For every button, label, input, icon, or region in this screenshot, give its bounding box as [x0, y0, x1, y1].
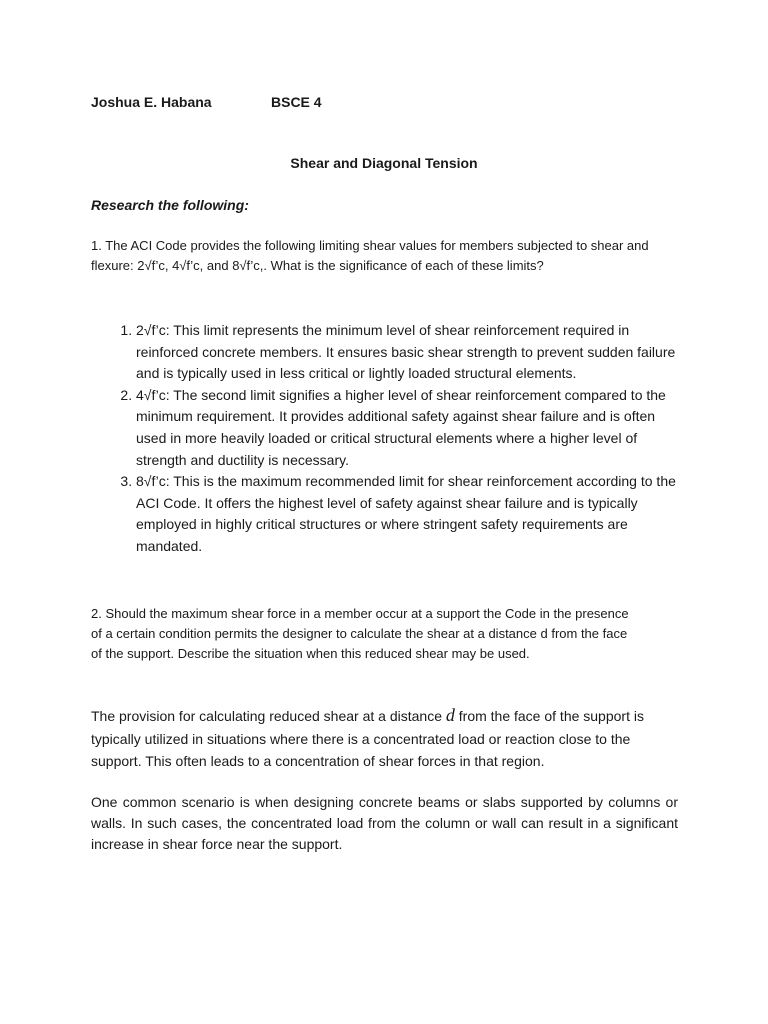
answer-2-paragraph-1	[91, 704, 678, 773]
list-item: 1. 2√f’c: This limit represents the minimum level of shear reinforcement required in reinforced concrete members. It ensures basic shear strength to prevent sudden failure and is typically used in less critical or lightly loaded structural elements.	[136, 320, 681, 385]
author-header	[91, 94, 322, 110]
document-title: Shear and Diagonal Tension	[290, 155, 478, 171]
variable-d: d	[445, 705, 455, 725]
course-label: BSCE 4	[271, 94, 322, 110]
author-name: Joshua E. Habana	[91, 94, 212, 110]
answer-2-text-after: from the face of the support is typically utilized in situations where there is a concentrated load or reaction close to the support. This often leads to a concentration of shear forces in that region.	[91, 708, 644, 769]
question-1: 1. The ACI Code provides the following limiting shear values for members subjected to shear and flexure: 2√f’c, 4√f’c, and 8√f’c,. What is the significance of each of these limits?	[91, 238, 649, 273]
answer-1-list	[91, 320, 681, 558]
list-item: 2. 4√f’c: The second limit signifies a higher level of shear reinforcement compared to the minimum requirement. It provides additional safety against shear failure and is often used in more heavily loaded or critical structural elements where a higher level of strength and ductility is necessary.	[136, 385, 681, 471]
answer-2-text-before: The provision for calculating reduced shear at a distance	[91, 708, 446, 724]
research-heading: Research the following:	[91, 197, 249, 213]
question-2: 2. Should the maximum shear force in a member occur at a support the Code in the presence of a certain condition permits the designer to calculate the shear at a distance d from the face of the support. Describe the situation when this reduced shear may be used.	[91, 606, 629, 661]
list-item: 3. 8√f’c: This is the maximum recommended limit for shear reinforcement according to the ACI Code. It offers the highest level of safety against shear failure and is typically employed in highly critical structures or where stringent safety requirements are mandated.	[136, 471, 681, 557]
answer-2-paragraph-2: One common scenario is when designing concrete beams or slabs supported by columns or walls. In such cases, the concentrated load from the column or wall can result in a significant increase in shear force near the support.	[91, 794, 678, 852]
